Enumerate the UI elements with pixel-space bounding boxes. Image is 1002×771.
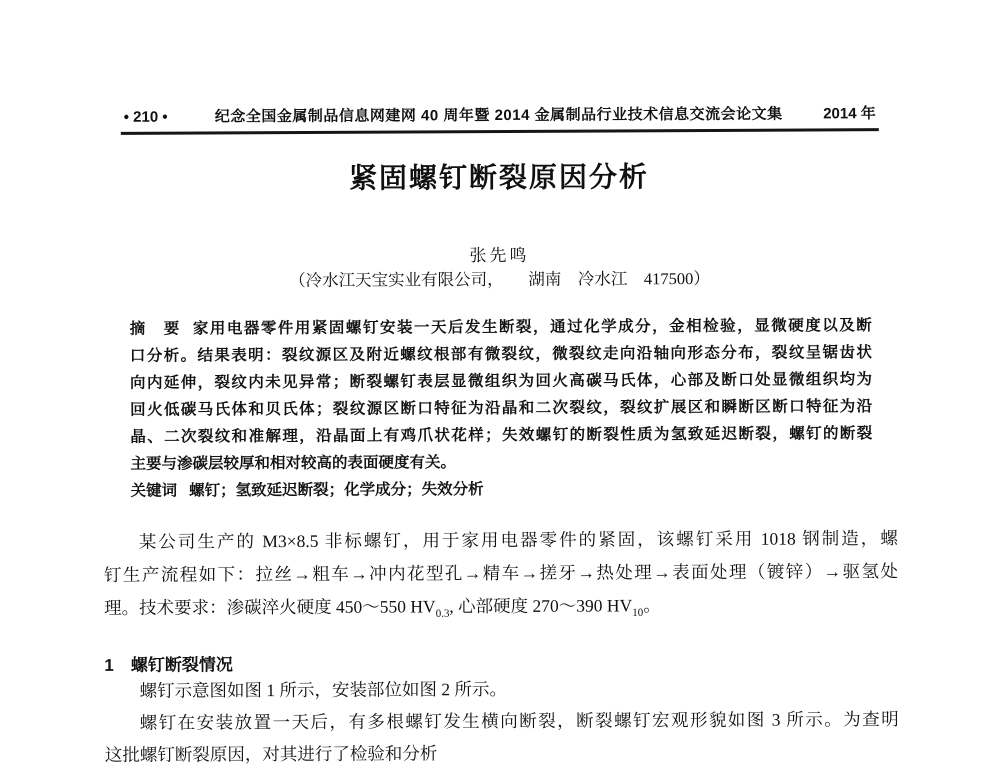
- abstract-line: [130, 312, 872, 343]
- page-header: [124, 102, 876, 127]
- hv-subscript-1: 0.3: [435, 607, 450, 620]
- sentence-end: 。: [643, 595, 661, 616]
- abstract-line: 晶、二次裂纹和准解理，沿晶面上有鸡爪状花样；失效螺钉的断裂性质为氢致延迟断裂，螺钉的断裂: [130, 425, 873, 446]
- abstract-section: [130, 312, 873, 505]
- intro-paragraph: [104, 522, 898, 625]
- keywords-label: 关键词: [130, 482, 178, 500]
- keywords-line: [130, 474, 872, 505]
- header-year-label: 2014 年: [823, 105, 876, 123]
- header-rule: [121, 128, 879, 134]
- proceedings-title: 纪念全国金属制品信息网建网 40 周年暨 2014 金属制品行业技术信息交流会论文集: [214, 105, 783, 126]
- intro-line-2: 钉生产流程如下：拉丝→粗车→冲内花型孔→精车→搓牙→热处理→表面处理（镀锌）→驱氢处: [103, 561, 899, 585]
- author-name: 张先鸣: [469, 245, 530, 266]
- keywords-text: 螺钉；氢致延迟断裂；化学成分；失效分析: [189, 481, 484, 500]
- abstract-line: 口分析。结果表明：裂纹源区及附近螺纹根部有微裂纹，微裂纹走向沿轴向形态分布，裂纹呈锯齿状: [129, 344, 872, 365]
- intro-line-1: 某公司生产的 M3×8.5 非标螺钉，用于家用电器零件的紧固，该螺钉采用 1018 钢制造，螺: [138, 528, 898, 552]
- intro-line-3: [104, 588, 898, 625]
- fracture-description-line-1: 螺钉在安装放置一天后，有多根螺钉发生横向断裂，断裂螺钉宏观形貌如图 3 所示。为查明: [139, 709, 899, 733]
- hv-subscript-2: 10: [632, 606, 644, 619]
- core-hardness-text: , 心部硬度 270～390 HV: [449, 595, 633, 617]
- author-affiliation: （冷水江天宝实业有限公司， 湖南 冷水江 417500）: [289, 268, 710, 291]
- abstract-text: 家用电器零件用紧固螺钉安装一天后发生断裂，通过化学成分，金相检验，显微硬度以及断: [192, 317, 872, 338]
- abstract-label: 摘 要: [129, 320, 181, 338]
- page-number: • 210 •: [123, 108, 168, 126]
- abstract-line: 向内延伸，裂纹内未见异常；断裂螺钉表层显微组织为回火高碳马氏体，心部及断口处显微组织均为: [129, 371, 873, 392]
- paper-title: 紧固螺钉断裂原因分析: [348, 161, 650, 194]
- section-1-body: [104, 671, 898, 771]
- tech-requirements-text: 理。技术要求：渗碳淬火硬度 450～550 HV: [104, 596, 436, 618]
- abstract-line: 回火低碳马氏体和贝氏体；裂纹源区断口特征为沿晶和二次裂纹，裂纹扩展区和瞬断区断口特征为沿: [130, 398, 873, 419]
- section-1-heading: 1 螺钉断裂情况: [104, 655, 233, 675]
- fracture-description-line-2-clipped: 这批螺钉断裂原因，对其进行了检验和分析: [104, 743, 438, 765]
- abstract-line: 主要与渗碳层较厚和相对较高的表面硬度有关。: [130, 454, 456, 473]
- figure-reference-line: 螺钉示意图如图 1 所示，安装部位如图 2 所示。: [139, 678, 508, 701]
